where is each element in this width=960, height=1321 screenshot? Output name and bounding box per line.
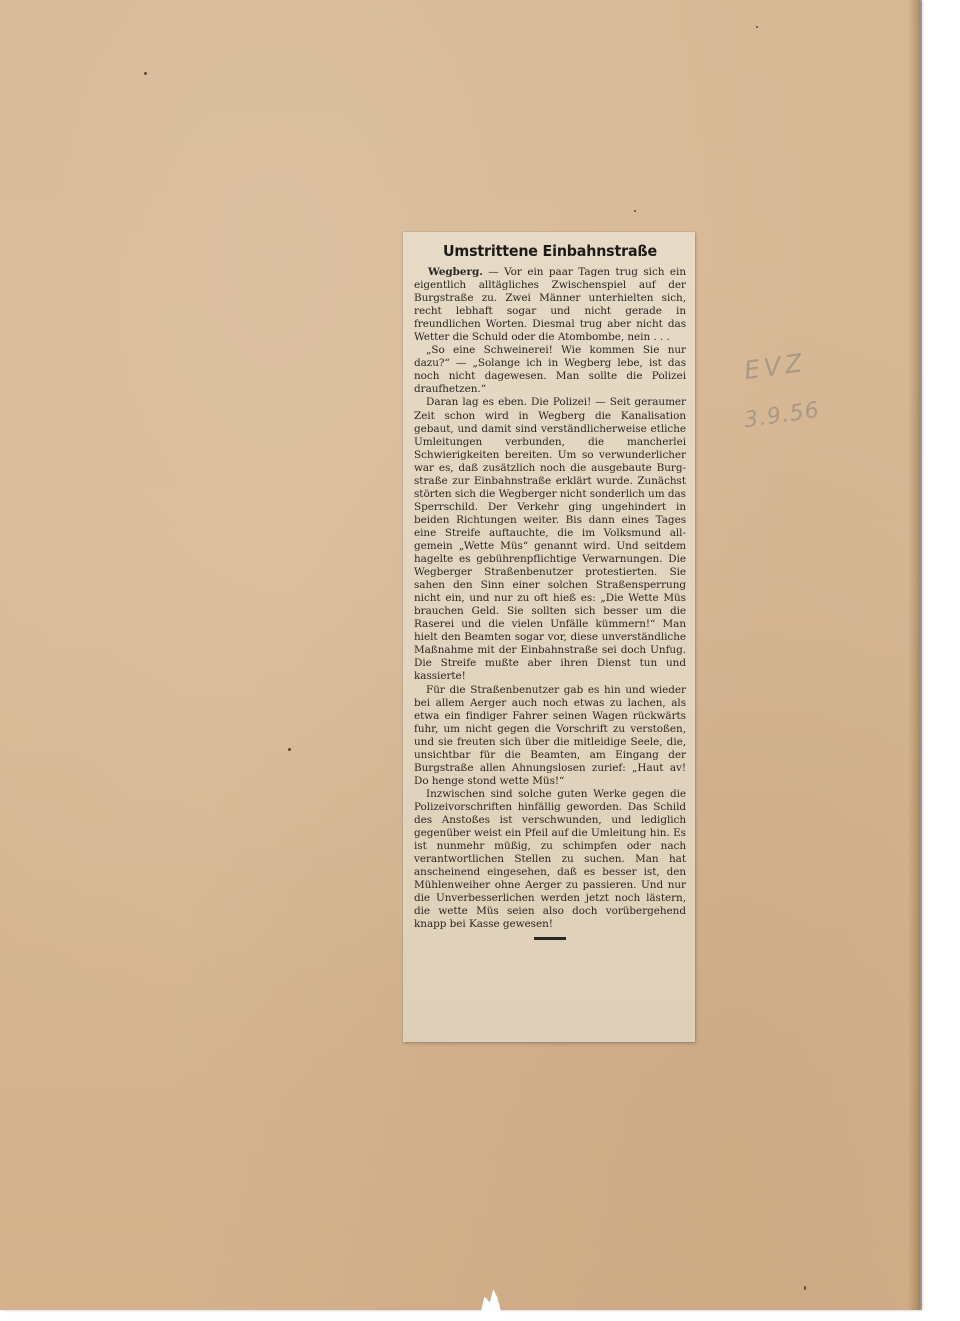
pencil-source-note: EVZ	[742, 347, 808, 386]
article-paragraph: „So eine Schweinerei! Wie kommen Sie nur dazu?“ — „Solange ich in Wegberg lebe, ist das noch nicht dagewesen. Man sollte die Polizei draufhetzen.“	[414, 344, 686, 396]
article-paragraph	[414, 266, 686, 344]
paper-speck	[288, 748, 291, 751]
article-paragraph: Für die Straßenbenutzer gab es hin und wieder bei allem Aerger auch noch etwas zu lachen, als etwa ein findiger Fahrer seinen Wagen rückwärts fuhr, um nicht gegen die Vorschrift zu verstoßen, und sie freuten sich über die mitleidige Seele, die, unsichtbar für die Beamten, am Eingang der Burgstraße allen Ahnungslosen zurief: „Haut av! Do henge stond wette Müs!“	[414, 683, 686, 787]
article-paragraph-text: — Vor ein paar Tagen trug sich ein eigentlich alltägliches Zwischenspiel auf der Burgstraße zu. Zwei Männer unterhielten sich, recht lebhaft sogar und nicht gerade in freundlichen Worten. Diesmal trug aber nicht das Wetter die Schuld oder die Atombombe, nein . . .	[414, 266, 686, 344]
article-headline: Umstrittene Einbahnstraße	[443, 242, 657, 260]
paper-speck	[804, 1286, 806, 1290]
paper-speck	[144, 72, 147, 75]
pencil-date-note: 3.9.56	[742, 397, 822, 434]
article-dateline: Wegberg.	[428, 266, 483, 278]
article-paragraph: Daran lag es eben. Die Polizei! — Seit geraumer Zeit schon wird in Wegberg die Kanalisation gebaut, und damit sind verständlicherweise etliche Umleitungen verbunden, die mancherlei Schwierigkeiten bereiten. Um so verwunderlicher war es, daß zusätzlich noch die ausgebaute Burgstraße zur Einbahnstraße erklärt wurde. Zunächst störten sich die Wegberger nicht sonderlich um das Sperrschild. Der Verkehr ging ungehindert in beiden Richtungen weiter. Bis dann eines Tages eine Streife auftauchte, die im Volksmund allgemein „Wette Müs“ genannt wird. Und seitdem hagelte es gebührenpflichtige Verwarnungen. Die Wegberger Straßenbenutzer protestierten. Sie sahen den Sinn einer solchen Straßensperrung nicht ein, und nur zu oft hieß es: „Die Wette Müs brauchen Geld. Sie sollten sich besser um die Raserei und die vielen Unfälle kümmern!“ Man hielt den Beamten sogar vor, diese unverständliche Maßnahme mit der Einbahnstraße sei doch Unfug. Die Streife mußte aber ihren Dienst tun und kassierte!	[414, 396, 686, 683]
paper-speck	[756, 26, 758, 28]
article-end-rule	[534, 937, 566, 940]
newspaper-clipping	[403, 232, 695, 1042]
paper-speck	[634, 210, 636, 212]
article-paragraph: Inzwischen sind solche guten Werke gegen die Polizeivorschriften hinfällig geworden. Das Schild des Anstoßes ist verschwunden, und lediglich gegenüber weist ein Pfeil auf die Umleitung hin. Es ist nunmehr müßig, zu schimpfen oder nach verantwortlichen Stellen zu suchen. Man hat anscheinend eingesehen, daß es besser ist, den Mühlenweiher ohne Aerger zu passieren. Und nur die Unverbesserlichen werden jetzt noch lästern, die wette Müs seien also doch vorübergehend knapp bei Kasse gewesen!	[414, 787, 686, 931]
sheet-right-edge	[908, 0, 922, 1310]
